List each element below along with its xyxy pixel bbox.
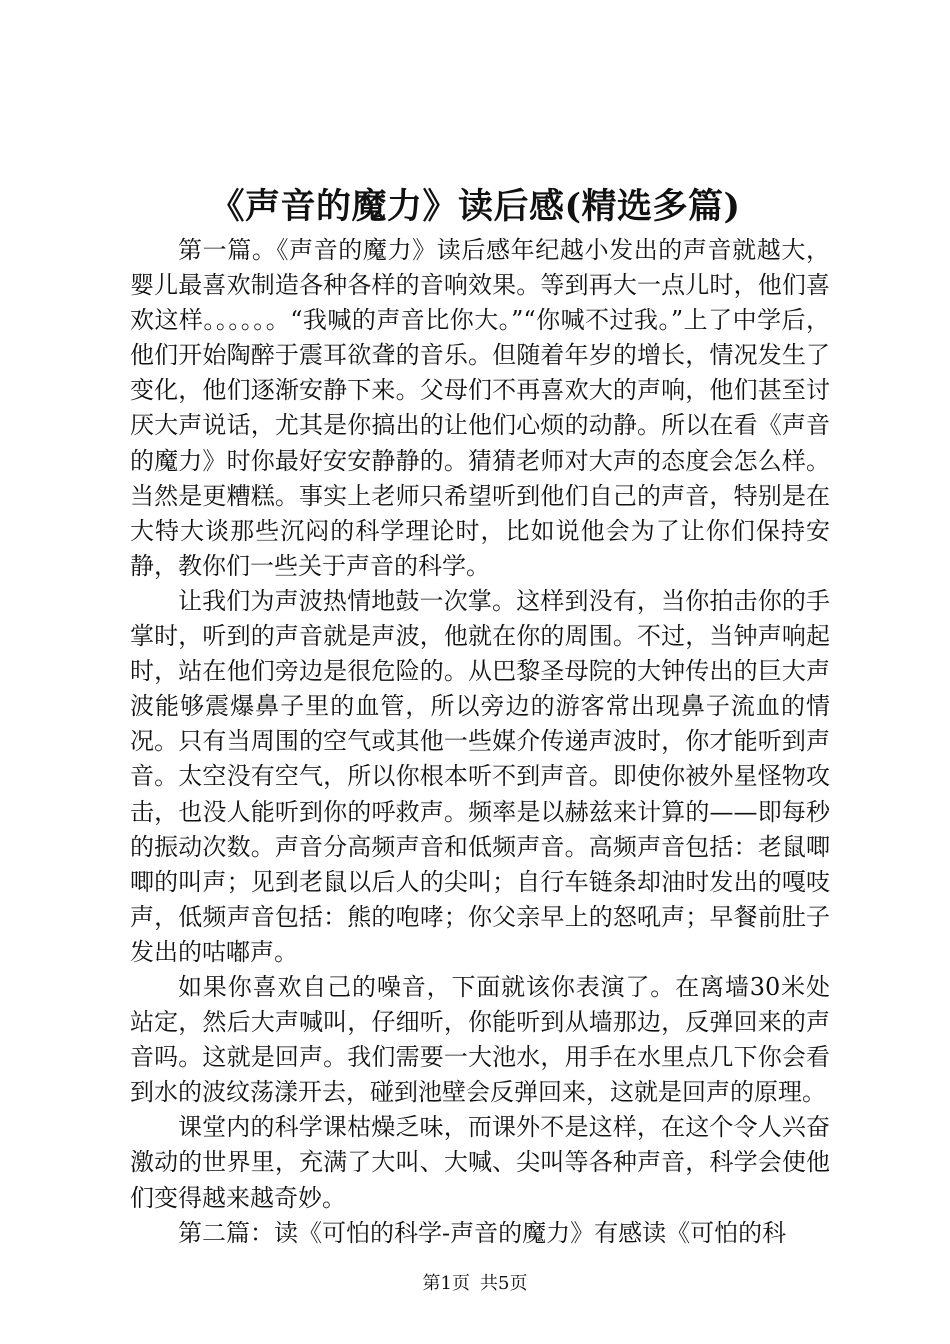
paragraph-4: 课堂内的科学课枯燥乏味，而课外不是这样，在这个令人兴奋激动的世界里，充满了大叫、大喊、尖叫等各种声音，科学会使他们变得越来越奇妙。	[130, 1113, 830, 1212]
page-total: 共5页	[480, 1273, 528, 1294]
page-number: 第1页	[422, 1273, 470, 1294]
document-body	[130, 233, 830, 1251]
page-footer	[0, 1272, 950, 1296]
paragraph-5: 第二篇：读《可怕的科学-声音的魔力》有感读《可怕的科	[178, 1218, 787, 1247]
document-title: 《声音的魔力》读后感(精选多篇)	[209, 186, 741, 227]
paragraph-3: 如果你喜欢自己的噪音，下面就该你表演了。在离墙30米处站定，然后大声喊叫，仔细听，你能听到从墙那边，反弹回来的声音吗。这就是回声。我们需要一大池水，用手在水里点几下你会看到水的波纹荡漾开去，碰到池壁会反弹回来，这就是回声的原理。	[130, 972, 830, 1107]
paragraph-1: 第一篇。《声音的魔力》读后感年纪越小发出的声音就越大，婴儿最喜欢制造各种各样的音响效果。等到再大一点儿时，他们喜欢这样。。。。。。“我喊的声音比你大。”“你喊不过我。”上了中学后，他们开始陶醉于震耳欲聋的音乐。但随着年岁的增长，情况发生了变化，他们逐渐安静下来。父母们不再喜欢大的声响，他们甚至讨厌大声说话，尤其是你搞出的让他们心烦的动静。所以在看《声音的魔力》时你最好安安静静的。猜猜老师对大声的态度会怎么样。当然是更糟糕。事实上老师只希望听到他们自己的声音，特别是在大特大谈那些沉闷的科学理论时，比如说他会为了让你们保持安静，教你们一些关于声音的科学。	[130, 236, 830, 580]
paragraph-2: 让我们为声波热情地鼓一次掌。这样到没有，当你拍击你的手掌时，听到的声音就是声波，他就在你的周围。不过，当钟声响起时，站在他们旁边是很危险的。从巴黎圣母院的大钟传出的巨大声波能够震爆鼻子里的血管，所以旁边的游客常出现鼻子流血的情况。只有当周围的空气或其他一些媒介传递声波时，你才能听到声音。太空没有空气，所以你根本听不到声音。即使你被外星怪物攻击，也没人能听到你的呼救声。频率是以赫兹来计算的——即每秒的振动次数。声音分高频声音和低频声音。高频声音包括：老鼠唧唧的叫声；见到老鼠以后人的尖叫；自行车链条却油时发出的嘎吱声，低频声音包括：熊的咆哮；你父亲早上的怒吼声；早餐前肚子发出的咕嘟声。	[130, 586, 830, 966]
